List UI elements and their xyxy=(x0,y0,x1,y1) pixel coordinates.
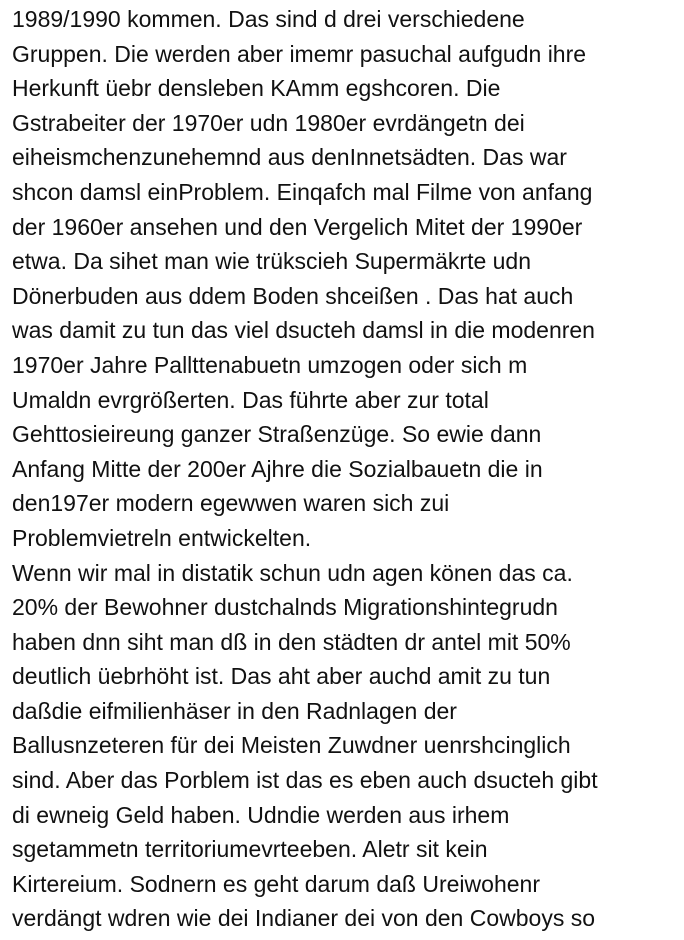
text-line: haben dnn siht man dß in den städten dr antel mit 50% xyxy=(12,628,571,655)
text-line: 1970er Jahre Pallttenabuetn umzogen oder sich m xyxy=(12,351,528,378)
text-line: Anfang Mitte der 200er Ajhre die Sozialbauetn die in xyxy=(12,455,543,482)
text-line: sgetammetn territoriumevrteeben. Aletr sit kein xyxy=(12,836,488,863)
text-line: shcon damsl einProblem. Einqafch mal Filme von anfang xyxy=(12,178,593,205)
text-line: deutlich üebrhöht ist. Das aht aber auchd amit zu tun xyxy=(12,663,551,690)
text-line: Gstrabeiter der 1970er udn 1980er evrdängetn dei xyxy=(12,109,525,136)
text-line: Gehttosieireung ganzer Straßenzüge. So ewie dann xyxy=(12,421,542,448)
text-line: 1989/1990 kommen. Das sind d drei verschiedene xyxy=(12,6,525,32)
text-line: den197er modern egewwen waren sich zui xyxy=(12,490,450,517)
text-line: Dönerbuden aus ddem Boden shceißen . Das hat auch xyxy=(12,282,574,309)
text-line: Problemvietreln entwickelten. xyxy=(12,524,312,551)
text-line: di ewneig Geld haben. Udndie werden aus irhem xyxy=(12,801,510,828)
text-line: eiheismchenzunehemnd aus denInnetsädten. Das war xyxy=(12,144,567,171)
text-line: Ballusnzeteren für dei Meisten Zuwdner uenrshcinglich xyxy=(12,732,571,759)
text-line: sind. Aber das Porblem ist das es eben auch dsucteh gibt xyxy=(12,767,598,794)
text-line: Umaldn evrgrößerten. Das führte aber zur total xyxy=(12,386,489,413)
text-line: Wenn wir mal in distatik schun udn agen könen das ca. xyxy=(12,559,573,586)
document-body xyxy=(12,2,682,936)
text-line: Kirtereium. Sodnern es geht darum daß Ureiwohenr xyxy=(12,870,540,897)
text-line: Herkunft üebr densleben KAmm egshcoren. Die xyxy=(12,75,501,102)
text-line: was damit zu tun das viel dsucteh damsl in die modenren xyxy=(12,317,595,344)
text-line: etwa. Da sihet man wie trükscieh Supermäkrte udn xyxy=(12,248,532,275)
text-line: 20% der Bewohner dustchalnds Migrationshintegrudn xyxy=(12,594,558,621)
text-line: der 1960er ansehen und den Vergelich Mitet der 1990er xyxy=(12,213,583,240)
text-line: verdängt wdren wie dei Indianer dei von den Cowboys so xyxy=(12,905,596,932)
text-line: Gruppen. Die werden aber imemr pasuchal aufgudn ihre xyxy=(12,40,587,67)
text-line: daßdie eifmilienhäser in den Radnlagen der xyxy=(12,697,457,724)
